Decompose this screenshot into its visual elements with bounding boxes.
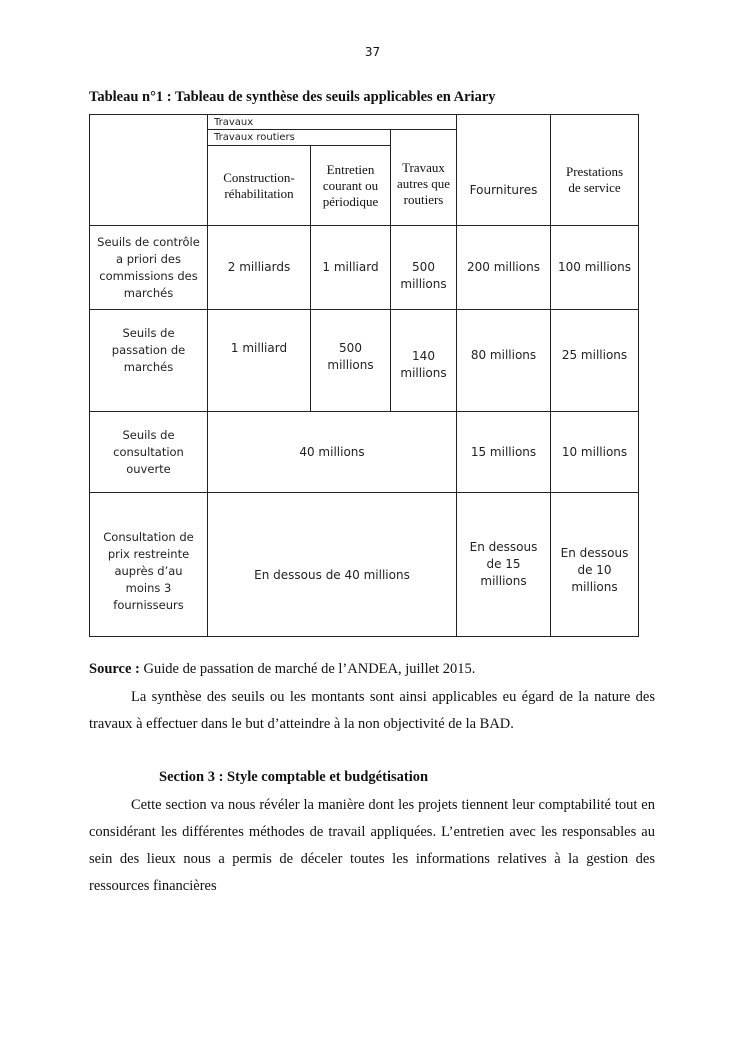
- row-1-construction: 2 milliards: [207, 225, 311, 310]
- row-2-fournitures: 80 millions: [456, 309, 551, 412]
- source-label: Source :: [89, 661, 140, 677]
- source-line: [89, 659, 655, 679]
- row-1-autres: 500 millions: [390, 225, 457, 310]
- row-2-prestations: 25 millions: [550, 309, 639, 412]
- thresholds-table: [89, 114, 639, 637]
- row-1-entretien: 1 milliard: [310, 225, 391, 310]
- row-2-construction: 1 milliard: [207, 309, 311, 412]
- header-travaux-routiers: Travaux routiers: [207, 129, 391, 146]
- row-1-fournitures: 200 millions: [456, 225, 551, 310]
- row-2-autres: 140 millions: [390, 309, 457, 412]
- source-text: Guide de passation de marché de l’ANDEA, juillet 2015.: [139, 661, 476, 677]
- paragraph-section-text: Cette section va nous révéler la manière dont les projets tiennent leur comptabilité tout en considérant les différentes méthodes de travail appliquées. L’entretien avec les responsables au sein des lieux nous a permis de déceler toutes les informations relatives à la gestion des ressources financières: [89, 797, 655, 894]
- header-construction: Construction-réhabilitation: [207, 145, 311, 226]
- header-travaux: Travaux: [207, 114, 457, 130]
- row-1-prestations: 100 millions: [550, 225, 639, 310]
- row-4-fournitures: En dessous de 15 millions: [456, 492, 551, 637]
- row-4-label: Consultation de prix restreinte auprès d’au moins 3 fournisseurs: [89, 492, 208, 637]
- paragraph-section: [89, 792, 655, 900]
- row-3-fournitures: 15 millions: [456, 411, 551, 493]
- header-empty-cell: [89, 114, 208, 226]
- row-1-label: Seuils de contrôle a priori des commissions des marchés: [89, 225, 208, 310]
- row-2-entretien: 500 millions: [310, 309, 391, 412]
- row-3-label: Seuils de consultation ouverte: [89, 411, 208, 493]
- row-2-label: Seuils de passation de marchés: [89, 309, 208, 412]
- paragraph-synthesis-text: La synthèse des seuils ou les montants sont ainsi applicables eu égard de la nature des travaux à effectuer dans le but d’atteindre à la non objectivité de la BAD.: [89, 689, 655, 732]
- row-3-prestations: 10 millions: [550, 411, 639, 493]
- row-4-prestations: En dessous de 10 millions: [550, 492, 639, 637]
- header-travaux-autres: Travaux autres que routiers: [390, 129, 457, 226]
- section-title: Section 3 : Style comptable et budgétisation: [159, 769, 429, 785]
- header-entretien: Entretien courant ou périodique: [310, 145, 391, 226]
- page-number: 37: [364, 45, 381, 59]
- table-caption: Tableau n°1 : Tableau de synthèse des seuils applicables en Ariary: [89, 89, 496, 105]
- paragraph-synthesis: [89, 684, 655, 738]
- row-3-travaux: 40 millions: [207, 411, 457, 493]
- row-4-travaux: En dessous de 40 millions: [207, 492, 457, 637]
- header-prestations: Prestations de service: [550, 114, 639, 226]
- header-fournitures: Fournitures: [456, 114, 551, 226]
